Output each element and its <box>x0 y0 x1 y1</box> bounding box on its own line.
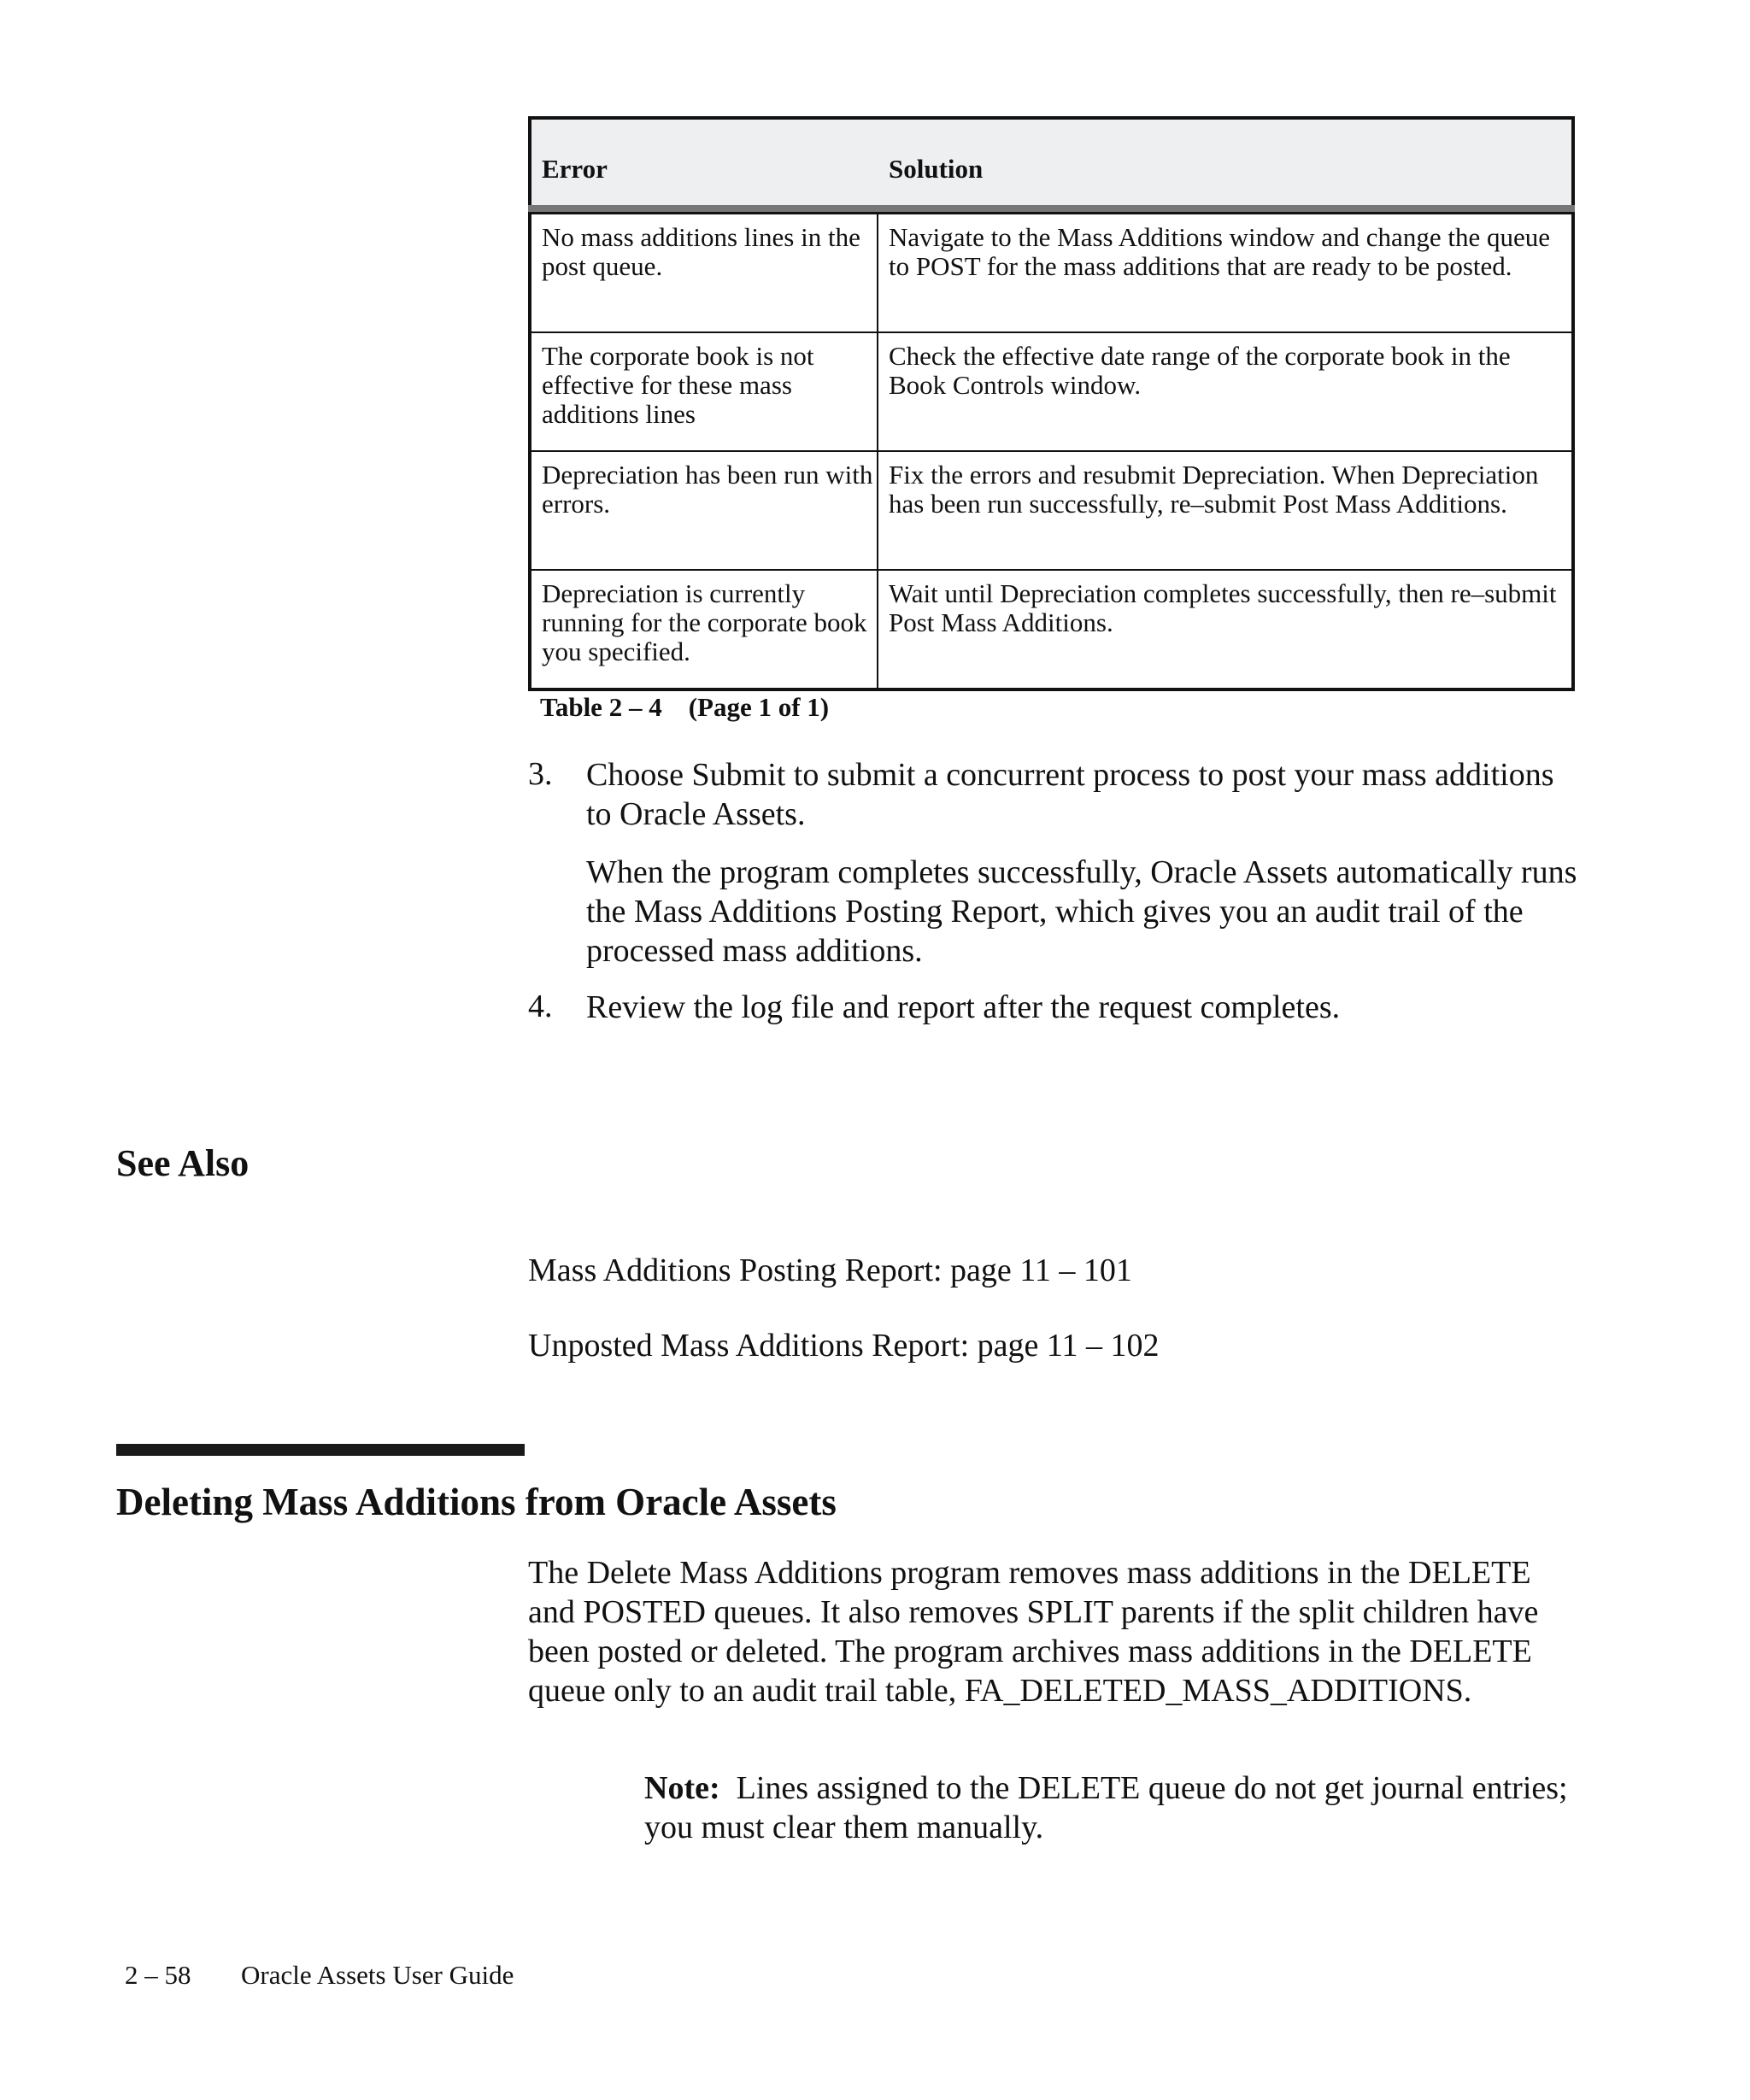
section-body: The Delete Mass Additions program removes mass additions in the DELETE and POSTED queues. It also removes SPLIT parents if the split children have been posted or deleted. The program archives mass additions in the DELETE queue only to an audit trail table, FA_DELETED_MASS_ADDITIONS. <box>528 1555 1539 1709</box>
step-text: Review the log file and report after the request completes. <box>586 989 1341 1025</box>
see-also-heading: See Also <box>116 1142 250 1184</box>
step-number: 4. <box>528 988 553 1024</box>
note-label: Note: <box>644 1770 720 1806</box>
solution-cell: Check the effective date range of the corporate book in the Book Controls window. <box>889 341 1511 400</box>
error-cell: Depreciation has been run with errors. <box>542 460 873 519</box>
page-number: 2 – 58 <box>125 1960 191 1990</box>
table-header <box>528 116 1575 208</box>
error-solution-table <box>528 212 1575 691</box>
error-cell: No mass additions lines in the post queue. <box>542 222 860 281</box>
table-row <box>531 214 1571 333</box>
solution-cell: Fix the errors and resubmit Depreciation. When Depreciation has been run successfully, re–submit Post Mass Additions. <box>889 460 1539 519</box>
solution-cell: Wait until Depreciation completes successfully, then re–submit Post Mass Additions. <box>889 578 1557 637</box>
section-title: Deleting Mass Additions from Oracle Assets <box>116 1481 837 1523</box>
error-cell: The corporate book is not effective for these mass additions lines <box>542 341 814 429</box>
table-row <box>531 333 1571 452</box>
step-text: Choose Submit to submit a concurrent process to post your mass additions to Oracle Assets. <box>586 757 1554 832</box>
see-also-link[interactable]: Mass Additions Posting Report: page 11 – 101 <box>528 1252 1132 1288</box>
table-row <box>531 452 1571 571</box>
column-header-solution: Solution <box>889 154 984 184</box>
book-title: Oracle Assets User Guide <box>241 1960 514 1990</box>
section-rule <box>116 1444 525 1456</box>
step-followup: When the program completes successfully, Oracle Assets automatically runs the Mass Additions Posting Report, which gives you an audit trail of the processed mass additions. <box>586 854 1577 969</box>
see-also-link[interactable]: Unposted Mass Additions Report: page 11 – 102 <box>528 1328 1160 1364</box>
note-text: Lines assigned to the DELETE queue do not get journal entries; you must clear them manually. <box>644 1770 1568 1845</box>
error-cell: Depreciation is currently running for the corporate book you specified. <box>542 578 867 666</box>
table-header-shadow <box>528 205 1575 212</box>
table-caption: Table 2 – 4 (Page 1 of 1) <box>540 692 830 722</box>
note <box>644 1769 1576 1847</box>
table-row <box>531 571 1571 688</box>
column-header-error: Error <box>542 154 608 184</box>
solution-cell: Navigate to the Mass Additions window and change the queue to POST for the mass additions that are ready to be posted. <box>889 222 1550 281</box>
step-number: 3. <box>528 756 553 792</box>
